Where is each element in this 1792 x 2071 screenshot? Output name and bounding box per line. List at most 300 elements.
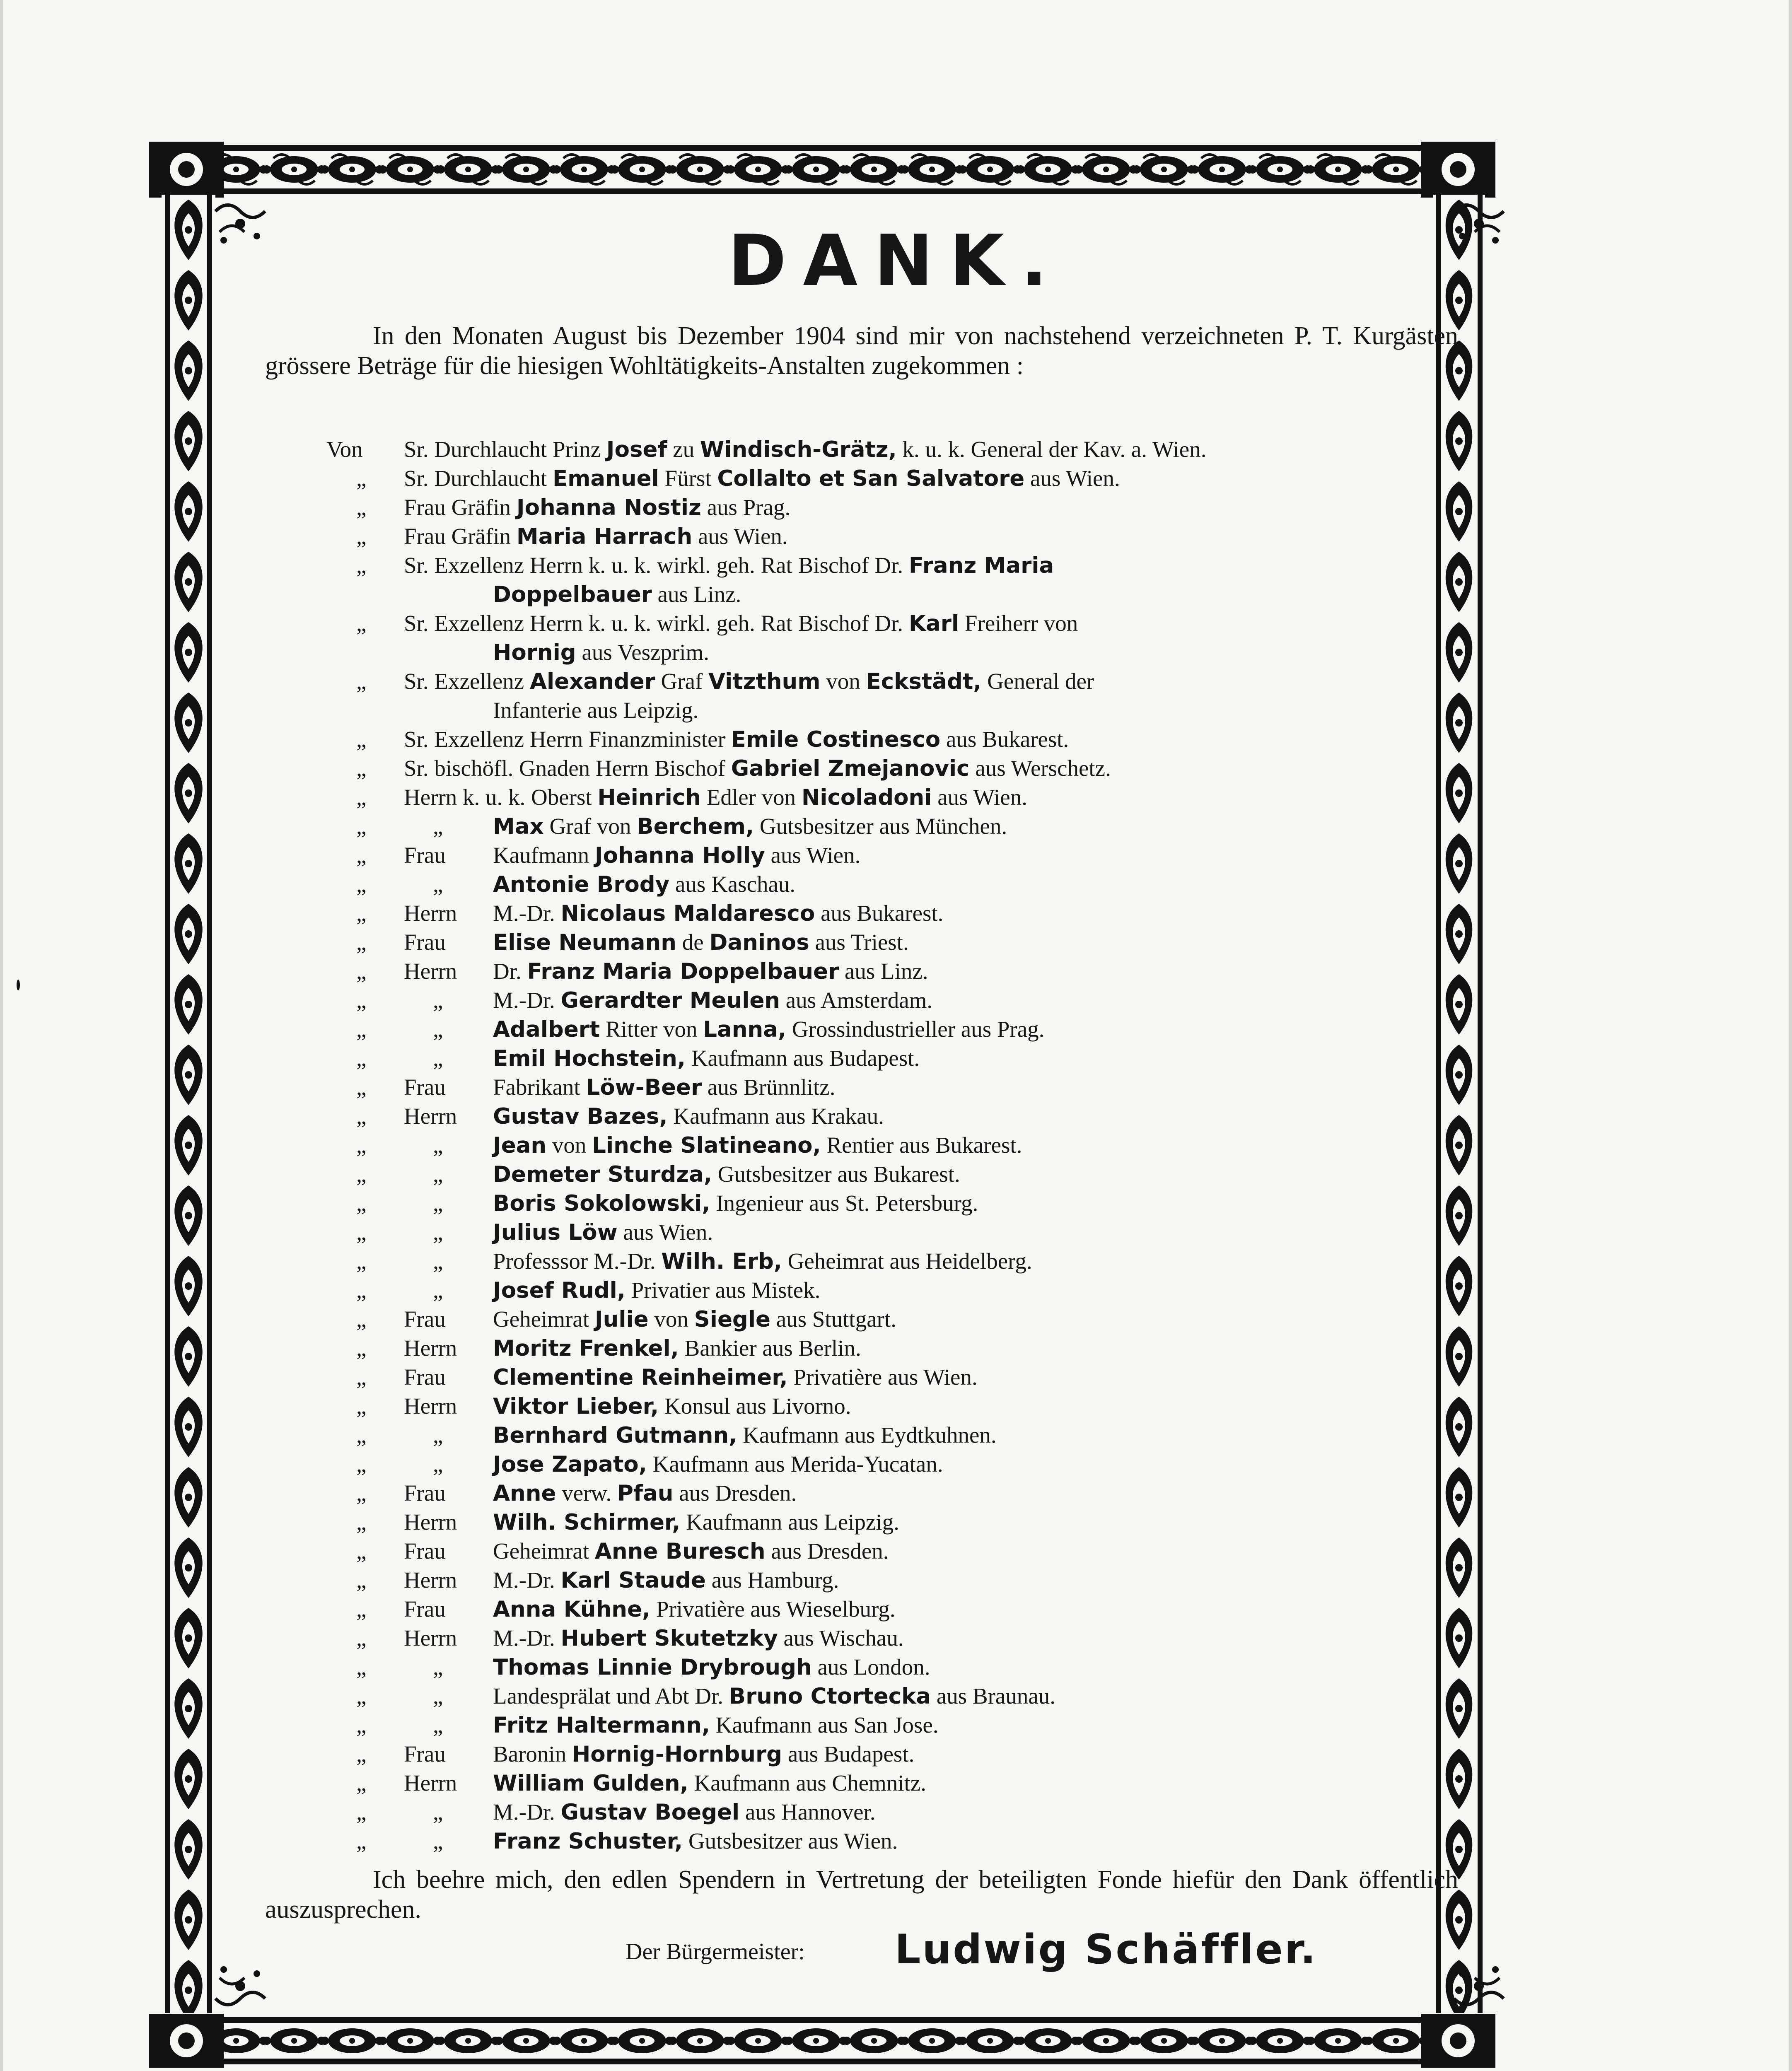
donor-title: Frau xyxy=(404,1074,446,1100)
donor-row xyxy=(323,1305,1466,1334)
donor-text: M.-Dr. xyxy=(493,1625,561,1651)
ditto-mark: „ xyxy=(356,1103,367,1129)
donor-row xyxy=(323,1421,1466,1450)
donor-name: Emil Hochstein, xyxy=(493,1046,686,1071)
ditto-mark: „ xyxy=(356,784,367,810)
donor-entry-text xyxy=(493,1682,1055,1711)
donor-name: Berchem, xyxy=(637,814,754,839)
donor-text: aus Triest. xyxy=(809,929,909,955)
donor-text: Frau Gräfin xyxy=(404,524,517,549)
donor-name: Bernhard Gutmann, xyxy=(493,1423,737,1448)
donor-name: Lanna, xyxy=(703,1017,787,1042)
donor-entry-text xyxy=(493,696,698,725)
ditto-mark-second: „ xyxy=(433,1132,443,1158)
donor-name: Gustav Boegel xyxy=(560,1800,740,1825)
ditto-mark: „ xyxy=(356,1161,367,1187)
donor-row xyxy=(323,1015,1466,1044)
donor-text: Bankier aus Berlin. xyxy=(679,1335,861,1361)
ditto-mark: „ xyxy=(356,1364,367,1390)
donor-text: Sr. Exzellenz Herrn Finanzminister xyxy=(404,727,731,752)
signature-label: Der Bürgermeister: xyxy=(626,1939,805,1965)
donor-entry-text xyxy=(493,1305,896,1334)
donor-name: Hornig-Hornburg xyxy=(572,1742,782,1767)
donor-name: Bruno Ctortecka xyxy=(729,1684,931,1709)
donor-text: Sr. Durchlaucht xyxy=(404,466,553,491)
donor-row xyxy=(323,1218,1466,1247)
ditto-mark: „ xyxy=(356,1625,367,1651)
donor-row xyxy=(323,1131,1466,1160)
donor-row xyxy=(323,928,1466,957)
donor-name: Vitzthum xyxy=(708,669,821,694)
donor-text: Sr. Exzellenz xyxy=(404,669,530,694)
donor-text: aus Brünnlitz. xyxy=(702,1074,836,1100)
ditto-mark: „ xyxy=(356,611,367,636)
donor-row xyxy=(323,493,1466,522)
ditto-mark: „ xyxy=(356,727,367,752)
donor-row xyxy=(323,899,1466,928)
donor-name: Julie xyxy=(594,1307,649,1332)
donor-entry-text xyxy=(493,1595,896,1624)
donor-entry-text xyxy=(493,1276,820,1305)
donor-entry-text xyxy=(493,1653,930,1682)
donor-row xyxy=(323,1189,1466,1218)
signature-name: Ludwig Schäffler. xyxy=(895,1926,1318,1973)
donor-row xyxy=(323,522,1466,551)
donor-text: Kaufmann aus Eydtkuhnen. xyxy=(737,1422,997,1448)
donor-text: Rentier aus Bukarest. xyxy=(821,1132,1022,1158)
donor-row xyxy=(323,1566,1466,1595)
ditto-mark: „ xyxy=(356,1596,367,1622)
ditto-mark: „ xyxy=(356,929,367,955)
donor-text: aus Braunau. xyxy=(931,1683,1055,1709)
donor-text: zu xyxy=(667,437,700,462)
donor-text: Baronin xyxy=(493,1741,572,1767)
donor-text: Kaufmann xyxy=(493,842,595,868)
donor-text: von xyxy=(820,669,866,694)
donor-text: Landesprälat und Abt Dr. xyxy=(493,1683,729,1709)
ditto-mark: „ xyxy=(356,524,367,549)
ditto-mark: „ xyxy=(356,987,367,1013)
ditto-mark-second: „ xyxy=(433,1248,443,1274)
ditto-mark: „ xyxy=(356,1132,367,1158)
donor-entry-text xyxy=(404,551,1054,580)
intro-paragraph: In den Monaten August bis Dezember 1904 sind mir von nachstehend verzeichneten P. T. Kurgästen grössere Beträge für die hiesigen Wohltätigkeits-Anstalten zugekommen : xyxy=(265,322,1458,380)
scan-edge-left xyxy=(0,0,3,2071)
donor-name: Alexander xyxy=(529,669,655,694)
donor-row xyxy=(323,1102,1466,1131)
ditto-mark: „ xyxy=(356,1683,367,1709)
ditto-mark: „ xyxy=(356,1828,367,1854)
donor-row xyxy=(323,667,1466,696)
donor-name: Karl xyxy=(908,611,959,636)
donor-name: Josef xyxy=(606,437,667,462)
donor-name: Johanna Nostiz xyxy=(516,495,701,520)
donor-text: aus Amsterdam. xyxy=(780,987,933,1013)
donor-entry-text xyxy=(404,609,1078,638)
donor-text: aus Hannover. xyxy=(739,1799,876,1825)
donor-entry-text xyxy=(493,1479,797,1508)
signature-block xyxy=(626,1926,1462,1972)
donor-name: Nicoladoni xyxy=(801,785,932,810)
donor-text: aus Wien. xyxy=(765,842,861,868)
donor-entry-text xyxy=(493,1392,851,1421)
donor-entry-text xyxy=(404,754,1111,783)
donor-text: Fabrikant xyxy=(493,1074,586,1100)
ditto-mark: „ xyxy=(356,1219,367,1245)
donor-name: Gustav Bazes, xyxy=(493,1104,668,1129)
donor-entry-text xyxy=(404,783,1027,812)
donor-title: Herrn xyxy=(404,1567,457,1593)
donor-entry-text xyxy=(493,1624,904,1653)
ornament-border-top xyxy=(149,142,1495,198)
donor-entry-text xyxy=(493,1189,978,1218)
donor-entry-text xyxy=(493,1160,960,1189)
donor-entry-text xyxy=(493,1044,920,1073)
donor-entry-text xyxy=(493,1363,978,1392)
donor-text: Gutsbesitzer aus Bukarest. xyxy=(712,1161,960,1187)
donor-name: Johanna Holly xyxy=(594,843,765,868)
donor-title: Herrn xyxy=(404,1393,457,1419)
donor-row xyxy=(323,986,1466,1015)
ditto-mark: „ xyxy=(356,495,367,520)
donor-name: Heinrich xyxy=(597,785,701,810)
donor-text: Sr. bischöfl. Gnaden Herrn Bischof xyxy=(404,756,731,781)
donor-title: Herrn xyxy=(404,958,457,984)
donor-text: aus Bukarest. xyxy=(815,900,944,926)
donor-row xyxy=(323,1595,1466,1624)
ditto-mark: „ xyxy=(356,1016,367,1042)
donor-entry-text xyxy=(493,841,860,870)
donor-row xyxy=(323,1798,1466,1827)
donor-name: Josef Rudl, xyxy=(493,1278,626,1303)
donor-text: Edler von xyxy=(701,784,802,810)
donor-entry-text xyxy=(493,1450,943,1479)
donor-name: Hubert Skutetzky xyxy=(560,1626,778,1651)
ditto-mark: „ xyxy=(356,1712,367,1738)
donor-text: M.-Dr. xyxy=(493,900,561,926)
donor-title: Herrn xyxy=(404,1770,457,1796)
donor-text: M.-Dr. xyxy=(493,1799,561,1825)
donor-row xyxy=(323,1740,1466,1769)
donor-title: Herrn xyxy=(404,900,457,926)
donor-lead-word: Von xyxy=(326,437,363,462)
ditto-mark-second: „ xyxy=(433,1799,443,1825)
donor-text: General der xyxy=(981,669,1094,694)
donor-text: aus London. xyxy=(811,1654,930,1680)
donor-text: aus Veszprim. xyxy=(576,640,710,665)
donor-entry-text xyxy=(404,725,1069,754)
ditto-mark: „ xyxy=(356,1248,367,1274)
donor-text: aus Stuttgart. xyxy=(770,1306,896,1332)
ditto-mark-second: „ xyxy=(433,1045,443,1071)
ditto-mark: „ xyxy=(356,466,367,491)
donor-row xyxy=(323,1537,1466,1566)
donor-name: Max xyxy=(493,814,544,839)
donor-entry-text xyxy=(493,1537,889,1566)
donor-row xyxy=(323,580,1466,609)
donor-row xyxy=(323,551,1466,580)
donor-text: von xyxy=(546,1132,592,1158)
ditto-mark: „ xyxy=(356,900,367,926)
donor-name: Adalbert xyxy=(493,1017,600,1042)
donor-text: aus Wien. xyxy=(692,524,788,549)
ditto-mark: „ xyxy=(356,1480,367,1506)
donor-entry-text xyxy=(493,1740,914,1769)
donor-row xyxy=(323,638,1466,667)
donor-title: Frau xyxy=(404,1596,446,1622)
ditto-mark: „ xyxy=(356,813,367,839)
donor-text: aus Budapest. xyxy=(782,1741,915,1767)
donor-entry-text xyxy=(404,667,1094,696)
ditto-mark: „ xyxy=(356,871,367,897)
donor-entry-text xyxy=(493,1015,1044,1044)
ditto-mark-second: „ xyxy=(433,1277,443,1303)
donor-title: Herrn xyxy=(404,1335,457,1361)
donor-name: Pfau xyxy=(617,1481,674,1506)
donor-text: aus Wien. xyxy=(617,1219,713,1245)
ditto-mark: „ xyxy=(356,958,367,984)
donor-text: verw. xyxy=(556,1480,618,1506)
ditto-mark: „ xyxy=(356,1741,367,1767)
stray-ink-mark xyxy=(17,980,20,990)
donor-name: Franz Maria xyxy=(908,553,1054,578)
donor-name: Antonie Brody xyxy=(493,872,670,897)
donor-name: Eckstädt, xyxy=(866,669,982,694)
ditto-mark-second: „ xyxy=(433,987,443,1013)
donor-text: aus Wien. xyxy=(932,784,1027,810)
donor-title: Herrn xyxy=(404,1103,457,1129)
donor-entry-text xyxy=(493,1247,1032,1276)
donor-text: Graf xyxy=(655,669,709,694)
donor-text: Gutsbesitzer aus München. xyxy=(754,813,1007,839)
donor-text: Fürst xyxy=(659,466,717,491)
donor-entry-text xyxy=(404,522,788,551)
donor-name: Boris Sokolowski, xyxy=(493,1191,710,1216)
donor-text: Professsor M.-Dr. xyxy=(493,1248,662,1274)
ditto-mark: „ xyxy=(356,1074,367,1100)
donor-name: Viktor Lieber, xyxy=(493,1394,659,1419)
donor-text: aus Prag. xyxy=(701,495,791,520)
ditto-mark: „ xyxy=(356,669,367,694)
closing-paragraph: Ich beehre mich, den edlen Spendern in Vertretung der beteiligten Fonde hiefür den Dank öffentlich auszusprechen. xyxy=(265,1866,1458,1924)
donor-text: Geheimrat aus Heidelberg. xyxy=(782,1248,1032,1274)
ditto-mark: „ xyxy=(356,1306,367,1332)
donor-text: Dr. xyxy=(493,958,527,984)
donor-row xyxy=(323,1827,1466,1856)
donor-name: Hornig xyxy=(493,640,576,665)
donor-text: Kaufmann aus San Jose. xyxy=(710,1712,939,1738)
ditto-mark: „ xyxy=(356,1770,367,1796)
donor-entry-text xyxy=(404,435,1206,464)
donor-text: Herrn k. u. k. Oberst xyxy=(404,784,598,810)
ditto-mark: „ xyxy=(356,1567,367,1593)
ditto-mark-second: „ xyxy=(433,1654,443,1680)
donor-row xyxy=(323,812,1466,841)
donor-row xyxy=(323,1450,1466,1479)
donor-row xyxy=(323,1160,1466,1189)
donor-text: Kaufmann aus Leipzig. xyxy=(680,1509,899,1535)
donor-name: Elise Neumann xyxy=(493,930,676,955)
flourish-bottom-left xyxy=(211,1961,269,2011)
donor-row xyxy=(323,1479,1466,1508)
donor-row xyxy=(323,1769,1466,1798)
donor-text: Privatière aus Wieselburg. xyxy=(650,1596,896,1622)
ditto-mark-second: „ xyxy=(433,813,443,839)
donor-row xyxy=(323,1073,1466,1102)
donor-entry-text xyxy=(493,812,1007,841)
donor-row xyxy=(323,1276,1466,1305)
donor-row xyxy=(323,1682,1466,1711)
ditto-mark: „ xyxy=(356,1451,367,1477)
donor-row xyxy=(323,1624,1466,1653)
donor-title: Frau xyxy=(404,1480,446,1506)
donor-text: Kaufmann aus Budapest. xyxy=(686,1045,920,1071)
donor-row xyxy=(323,1334,1466,1363)
ditto-mark: „ xyxy=(356,1190,367,1216)
donor-name: Moritz Frenkel, xyxy=(493,1336,679,1361)
donor-text: Freiherr von xyxy=(959,611,1078,636)
donor-text: Geheimrat xyxy=(493,1538,595,1564)
donor-text: Graf von xyxy=(543,813,637,839)
ditto-mark-second: „ xyxy=(433,1219,443,1245)
donor-entry-text xyxy=(493,957,928,986)
donor-text: aus Wischau. xyxy=(778,1625,904,1651)
donor-entry-text xyxy=(493,1131,1022,1160)
ditto-mark-second: „ xyxy=(433,1712,443,1738)
donor-name: Fritz Haltermann, xyxy=(493,1713,710,1738)
donor-text: Kaufmann aus Krakau. xyxy=(667,1103,884,1129)
donor-text: Gutsbesitzer aus Wien. xyxy=(683,1828,898,1854)
ditto-mark-second: „ xyxy=(433,1451,443,1477)
donor-entry-text xyxy=(404,464,1120,493)
donor-text: aus Dresden. xyxy=(673,1480,797,1506)
donor-row xyxy=(323,609,1466,638)
donor-text: aus Dresden. xyxy=(765,1538,889,1564)
donor-entry-text xyxy=(493,1798,876,1827)
donor-name: Collalto et San Salvatore xyxy=(717,466,1025,491)
donor-name: Maria Harrach xyxy=(516,524,693,549)
donor-text: aus Wien. xyxy=(1024,466,1120,491)
donor-text: k. u. k. General der Kav. a. Wien. xyxy=(896,437,1207,462)
ornament-border-left xyxy=(162,195,215,2013)
donor-text: aus Linz. xyxy=(652,582,741,607)
donor-text: Infanterie aus Leipzig. xyxy=(493,698,699,723)
donor-name: Daninos xyxy=(709,930,809,955)
donor-text: aus Linz. xyxy=(839,958,928,984)
donor-title: Herrn xyxy=(404,1509,457,1535)
donor-text: Geheimrat xyxy=(493,1306,595,1332)
donor-row xyxy=(323,1711,1466,1740)
donor-entry-text xyxy=(493,1711,939,1740)
ditto-mark: „ xyxy=(356,1654,367,1680)
donor-name: Anne xyxy=(493,1481,556,1506)
donor-entry-text xyxy=(493,1769,926,1798)
donor-text: von xyxy=(648,1306,694,1332)
donor-row xyxy=(323,1247,1466,1276)
donor-entry-text xyxy=(493,1073,835,1102)
donor-row xyxy=(323,1653,1466,1682)
donor-title: Herrn xyxy=(404,1625,457,1651)
donor-row xyxy=(323,464,1466,493)
ditto-mark-second: „ xyxy=(433,1190,443,1216)
donor-row xyxy=(323,783,1466,812)
donor-row xyxy=(323,754,1466,783)
donor-name: Wilh. Erb, xyxy=(661,1249,782,1274)
ditto-mark-second: „ xyxy=(433,1828,443,1854)
donor-text: Kaufmann aus Chemnitz. xyxy=(688,1770,927,1796)
donor-row xyxy=(323,725,1466,754)
donor-entry-text xyxy=(493,1421,997,1450)
donor-name: Linche Slatineano, xyxy=(592,1133,821,1158)
ditto-mark: „ xyxy=(356,1509,367,1535)
donor-name: Demeter Sturdza, xyxy=(493,1162,712,1187)
donor-text: Ingenieur aus St. Petersburg. xyxy=(710,1190,978,1216)
donor-name: Julius Löw xyxy=(493,1220,618,1245)
ditto-mark: „ xyxy=(356,1422,367,1448)
ditto-mark: „ xyxy=(356,1277,367,1303)
donor-name: Jean xyxy=(493,1133,547,1158)
donor-text: M.-Dr. xyxy=(493,987,561,1013)
donor-text: de xyxy=(676,929,710,955)
donor-text: aus Kaschau. xyxy=(669,871,796,897)
donor-name: Emile Costinesco xyxy=(731,727,941,752)
donor-text: Grossindustrieller aus Prag. xyxy=(786,1016,1045,1042)
donor-name: Windisch-Grätz, xyxy=(700,437,897,462)
donor-name: Thomas Linnie Drybrough xyxy=(493,1655,812,1680)
donor-name: Karl Staude xyxy=(560,1568,706,1593)
donor-name: Emanuel xyxy=(552,466,659,491)
donor-row xyxy=(323,435,1466,464)
donor-text: Sr. Durchlaucht Prinz xyxy=(404,437,606,462)
donor-entry-text xyxy=(493,638,709,667)
donor-text: Sr. Exzellenz Herrn k. u. k. wirkl. geh. Rat Bischof Dr. xyxy=(404,611,909,636)
donor-list xyxy=(323,435,1466,1856)
donor-title: Frau xyxy=(404,1364,446,1390)
donor-text: Privatier aus Mistek. xyxy=(625,1277,821,1303)
donor-name: Gabriel Zmejanovic xyxy=(731,756,970,781)
donor-name: Nicolaus Maldaresco xyxy=(560,901,815,926)
donor-entry-text xyxy=(493,899,943,928)
donor-entry-text xyxy=(404,493,790,522)
donor-entry-text xyxy=(493,986,932,1015)
donor-title: Frau xyxy=(404,929,446,955)
donor-name: Anne Buresch xyxy=(594,1539,766,1564)
donor-row xyxy=(323,1044,1466,1073)
donor-text: Sr. Exzellenz Herrn k. u. k. wirkl. geh. Rat Bischof Dr. xyxy=(404,553,909,578)
ditto-mark: „ xyxy=(356,756,367,781)
donor-entry-text xyxy=(493,1334,861,1363)
ditto-mark: „ xyxy=(356,553,367,578)
ditto-mark-second: „ xyxy=(433,1683,443,1709)
donor-name: Anna Kühne, xyxy=(493,1597,651,1622)
ditto-mark-second: „ xyxy=(433,1422,443,1448)
ditto-mark: „ xyxy=(356,1799,367,1825)
donor-row xyxy=(323,1508,1466,1537)
donor-name: Clementine Reinheimer, xyxy=(493,1365,788,1390)
donor-name: Gerardter Meulen xyxy=(560,988,780,1013)
donor-entry-text xyxy=(493,1827,898,1856)
donor-name: Franz Maria Doppelbauer xyxy=(527,959,839,984)
ornament-border-bottom xyxy=(149,2014,1495,2068)
donor-title: Frau xyxy=(404,1306,446,1332)
donor-name: Siegle xyxy=(694,1307,770,1332)
donor-entry-text xyxy=(493,580,741,609)
ditto-mark-second: „ xyxy=(433,1016,443,1042)
donor-entry-text xyxy=(493,1218,713,1247)
donor-text: M.-Dr. xyxy=(493,1567,561,1593)
ditto-mark: „ xyxy=(356,1393,367,1419)
donor-name: Wilh. Schirmer, xyxy=(493,1510,681,1535)
